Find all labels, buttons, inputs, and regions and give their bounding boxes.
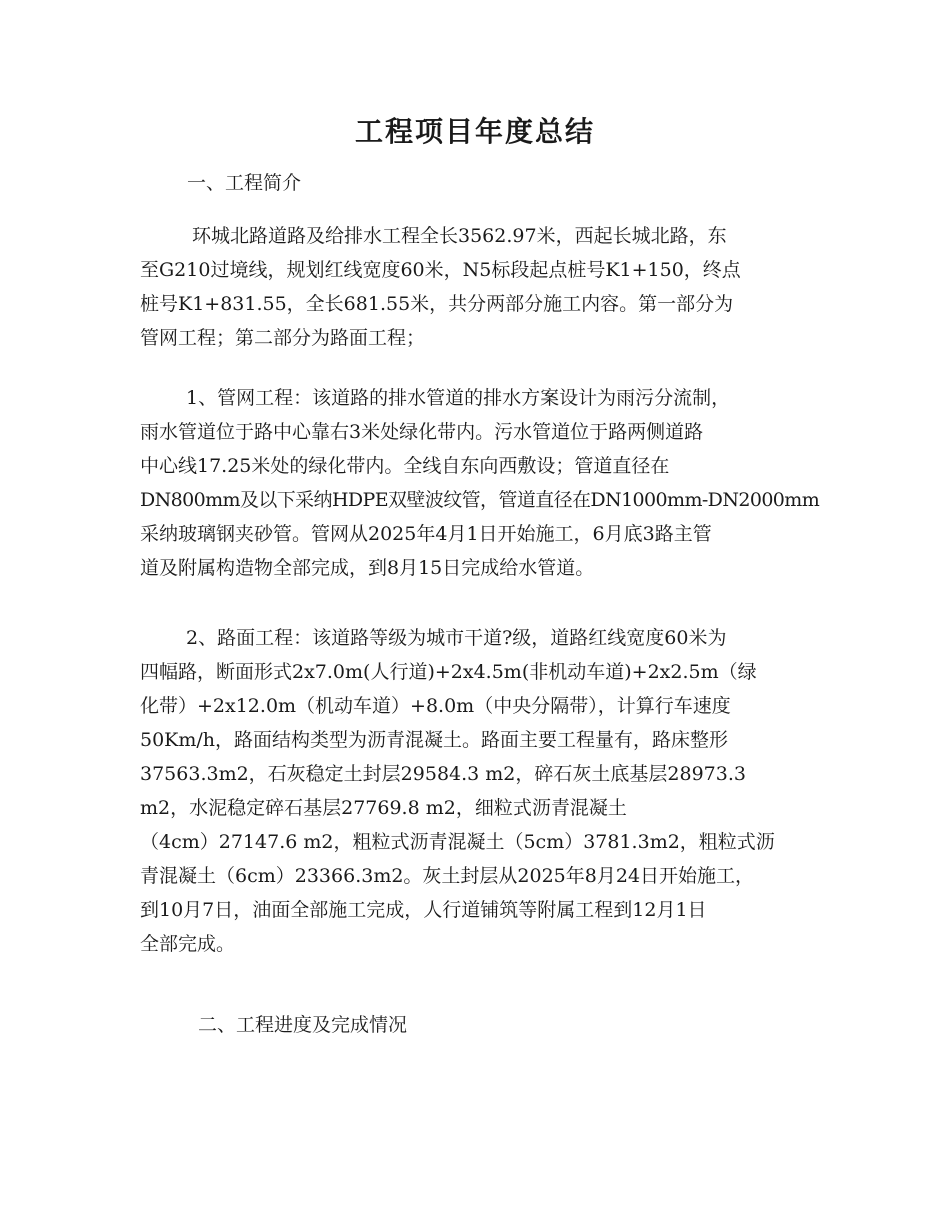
paragraph-line: 到10月7日，油面全部施工完成，人行道铺筑等附属工程到12月1日: [140, 899, 707, 921]
paragraph-line: 37563.3m2，石灰稳定土封层29584.3 m2，碎石灰土底基层28973.3: [140, 763, 746, 785]
paragraph-line: 至G210过境线，规划红线宽度60米，N5标段起点桩号K1+150，终点: [140, 259, 741, 281]
section-heading-overview: 一、工程简介: [187, 172, 302, 194]
paragraph-line: DN800mm及以下采纳HDPE双壁波纹管，管道直径在DN1000mm-DN2000mm: [140, 489, 820, 511]
paragraph-line: 环城北路道路及给排水工程全长3562.97米，西起长城北路，东: [192, 225, 727, 247]
section-heading-progress: 二、工程进度及完成情况: [198, 1014, 408, 1036]
paragraph-project-intro: [140, 219, 820, 355]
paragraph-line: 桩号K1+831.55，全长681.55米，共分两部分施工内容。第一部分为: [140, 293, 734, 315]
paragraph-road-surface: [140, 621, 820, 961]
paragraph-line: 雨水管道位于路中心靠右3米处绿化带内。污水管道位于路两侧道路: [140, 421, 704, 443]
paragraph-pipe-network: [140, 381, 820, 585]
paragraph-line: m2，水泥稳定碎石基层27769.8 m2，细粒式沥青混凝土: [140, 797, 627, 819]
paragraph-line: 全部完成。: [140, 933, 236, 955]
paragraph-line: 四幅路，断面形式2x7.0m(人行道)+2x4.5m(非机动车道)+2x2.5m（绿: [140, 661, 757, 683]
paragraph-line: 中心线17.25米处的绿化带内。全线自东向西敷设；管道直径在: [140, 455, 670, 477]
document-title: 工程项目年度总结: [354, 115, 595, 148]
paragraph-line: 1、管网工程：该道路的排水管道的排水方案设计为雨污分流制，: [186, 387, 731, 409]
paragraph-line: 化带）+2x12.0m（机动车道）+8.0m（中央分隔带），计算行车速度: [140, 695, 731, 717]
paragraph-line: 道及附属构造物全部完成，到8月15日完成给水管道。: [140, 557, 595, 579]
paragraph-line: 50Km/h，路面结构类型为沥青混凝土。路面主要工程量有，路床整形: [140, 729, 729, 751]
paragraph-line: 采纳玻璃钢夹砂管。管网从2025年4月1日开始施工，6月底3路主管: [140, 523, 712, 545]
paragraph-line: 2、路面工程：该道路等级为城市干道?级，道路红线宽度60米为: [186, 627, 727, 649]
paragraph-line: 青混凝土（6cm）23366.3m2。灰土封层从2025年8月24日开始施工，: [140, 865, 755, 887]
paragraph-line: （4cm）27147.6 m2，粗粒式沥青混凝土（5cm）3781.3m2，粗粒式沥: [140, 831, 775, 853]
paragraph-line: 管网工程；第二部分为路面工程；: [140, 327, 426, 349]
